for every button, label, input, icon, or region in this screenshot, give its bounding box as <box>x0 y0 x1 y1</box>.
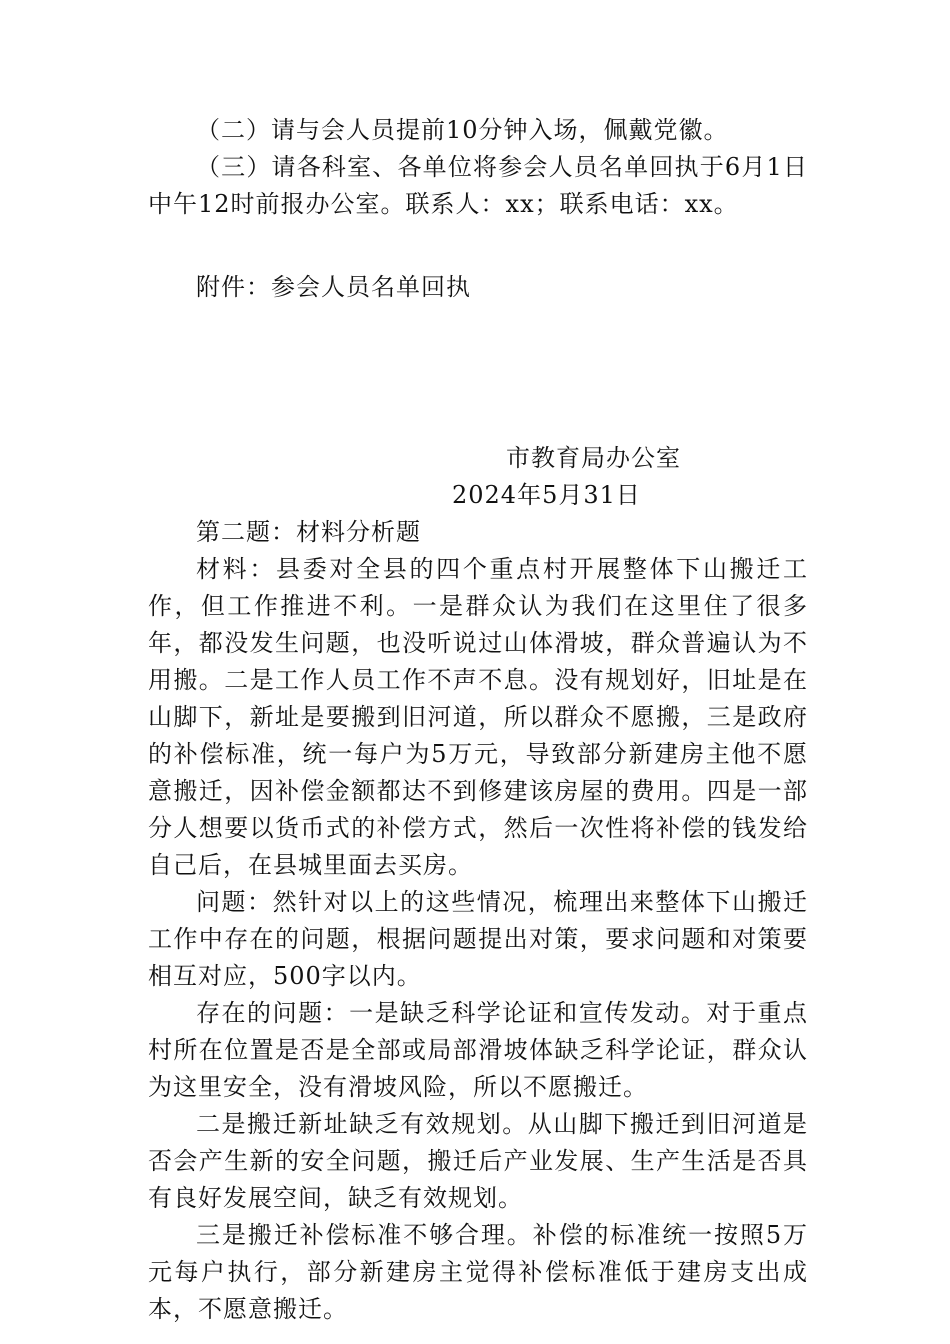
spacer <box>148 223 808 269</box>
signature-organization: 市教育局办公室 <box>506 444 681 472</box>
answer-paragraph-3: 三是搬迁补偿标准不够合理。补偿的标准统一按照5万元每户执行，部分新建房主觉得补偿标准低于建房支出成本，不愿意搬迁。 <box>148 1221 808 1323</box>
question-heading: 第二题：材料分析题 <box>196 518 421 546</box>
answer-paragraph-1: 存在的问题：一是缺乏科学论证和宣传发动。对于重点村所在位置是否是全部或局部滑坡体缺乏科学论证，群众认为这里安全，没有滑坡风险，所以不愿搬迁。 <box>148 999 808 1101</box>
attachment-line: 附件：参会人员名单回执 <box>196 273 471 301</box>
signature-date: 2024年5月31日 <box>452 481 641 509</box>
notice-item-3: （三）请各科室、各单位将参会人员名单回执于6月1日中午12时前报办公室。联系人：xx；联系电话：xx。 <box>148 153 808 218</box>
question-paragraph: 问题：然针对以上的这些情况，梳理出来整体下山搬迁工作中存在的问题，根据问题提出对策，要求问题和对策要相互对应，500字以内。 <box>148 888 808 990</box>
notice-item-2: （二）请与会人员提前10分钟入场，佩戴党徽。 <box>196 116 729 144</box>
spacer <box>148 306 808 440</box>
answer-paragraph-2: 二是搬迁新址缺乏有效规划。从山脚下搬迁到旧河道是否会产生新的安全问题，搬迁后产业发展、生产生活是否具有良好发展空间，缺乏有效规划。 <box>148 1110 808 1212</box>
document-page <box>148 112 808 1328</box>
material-paragraph: 材料：县委对全县的四个重点村开展整体下山搬迁工作，但工作推进不利。一是群众认为我们在这里住了很多年，都没发生问题，也没听说过山体滑坡，群众普遍认为不用搬。二是工作人员工作不声不息。没有规划好，旧址是在山脚下，新址是要搬到旧河道，所以群众不愿搬，三是政府的补偿标准，统一每户为5万元，导致部分新建房主他不愿意搬迁，因补偿金额都达不到修建该房屋的费用。四是一部分人想要以货币式的补偿方式，然后一次性将补偿的钱发给自己后，在县城里面去买房。 <box>148 555 808 879</box>
